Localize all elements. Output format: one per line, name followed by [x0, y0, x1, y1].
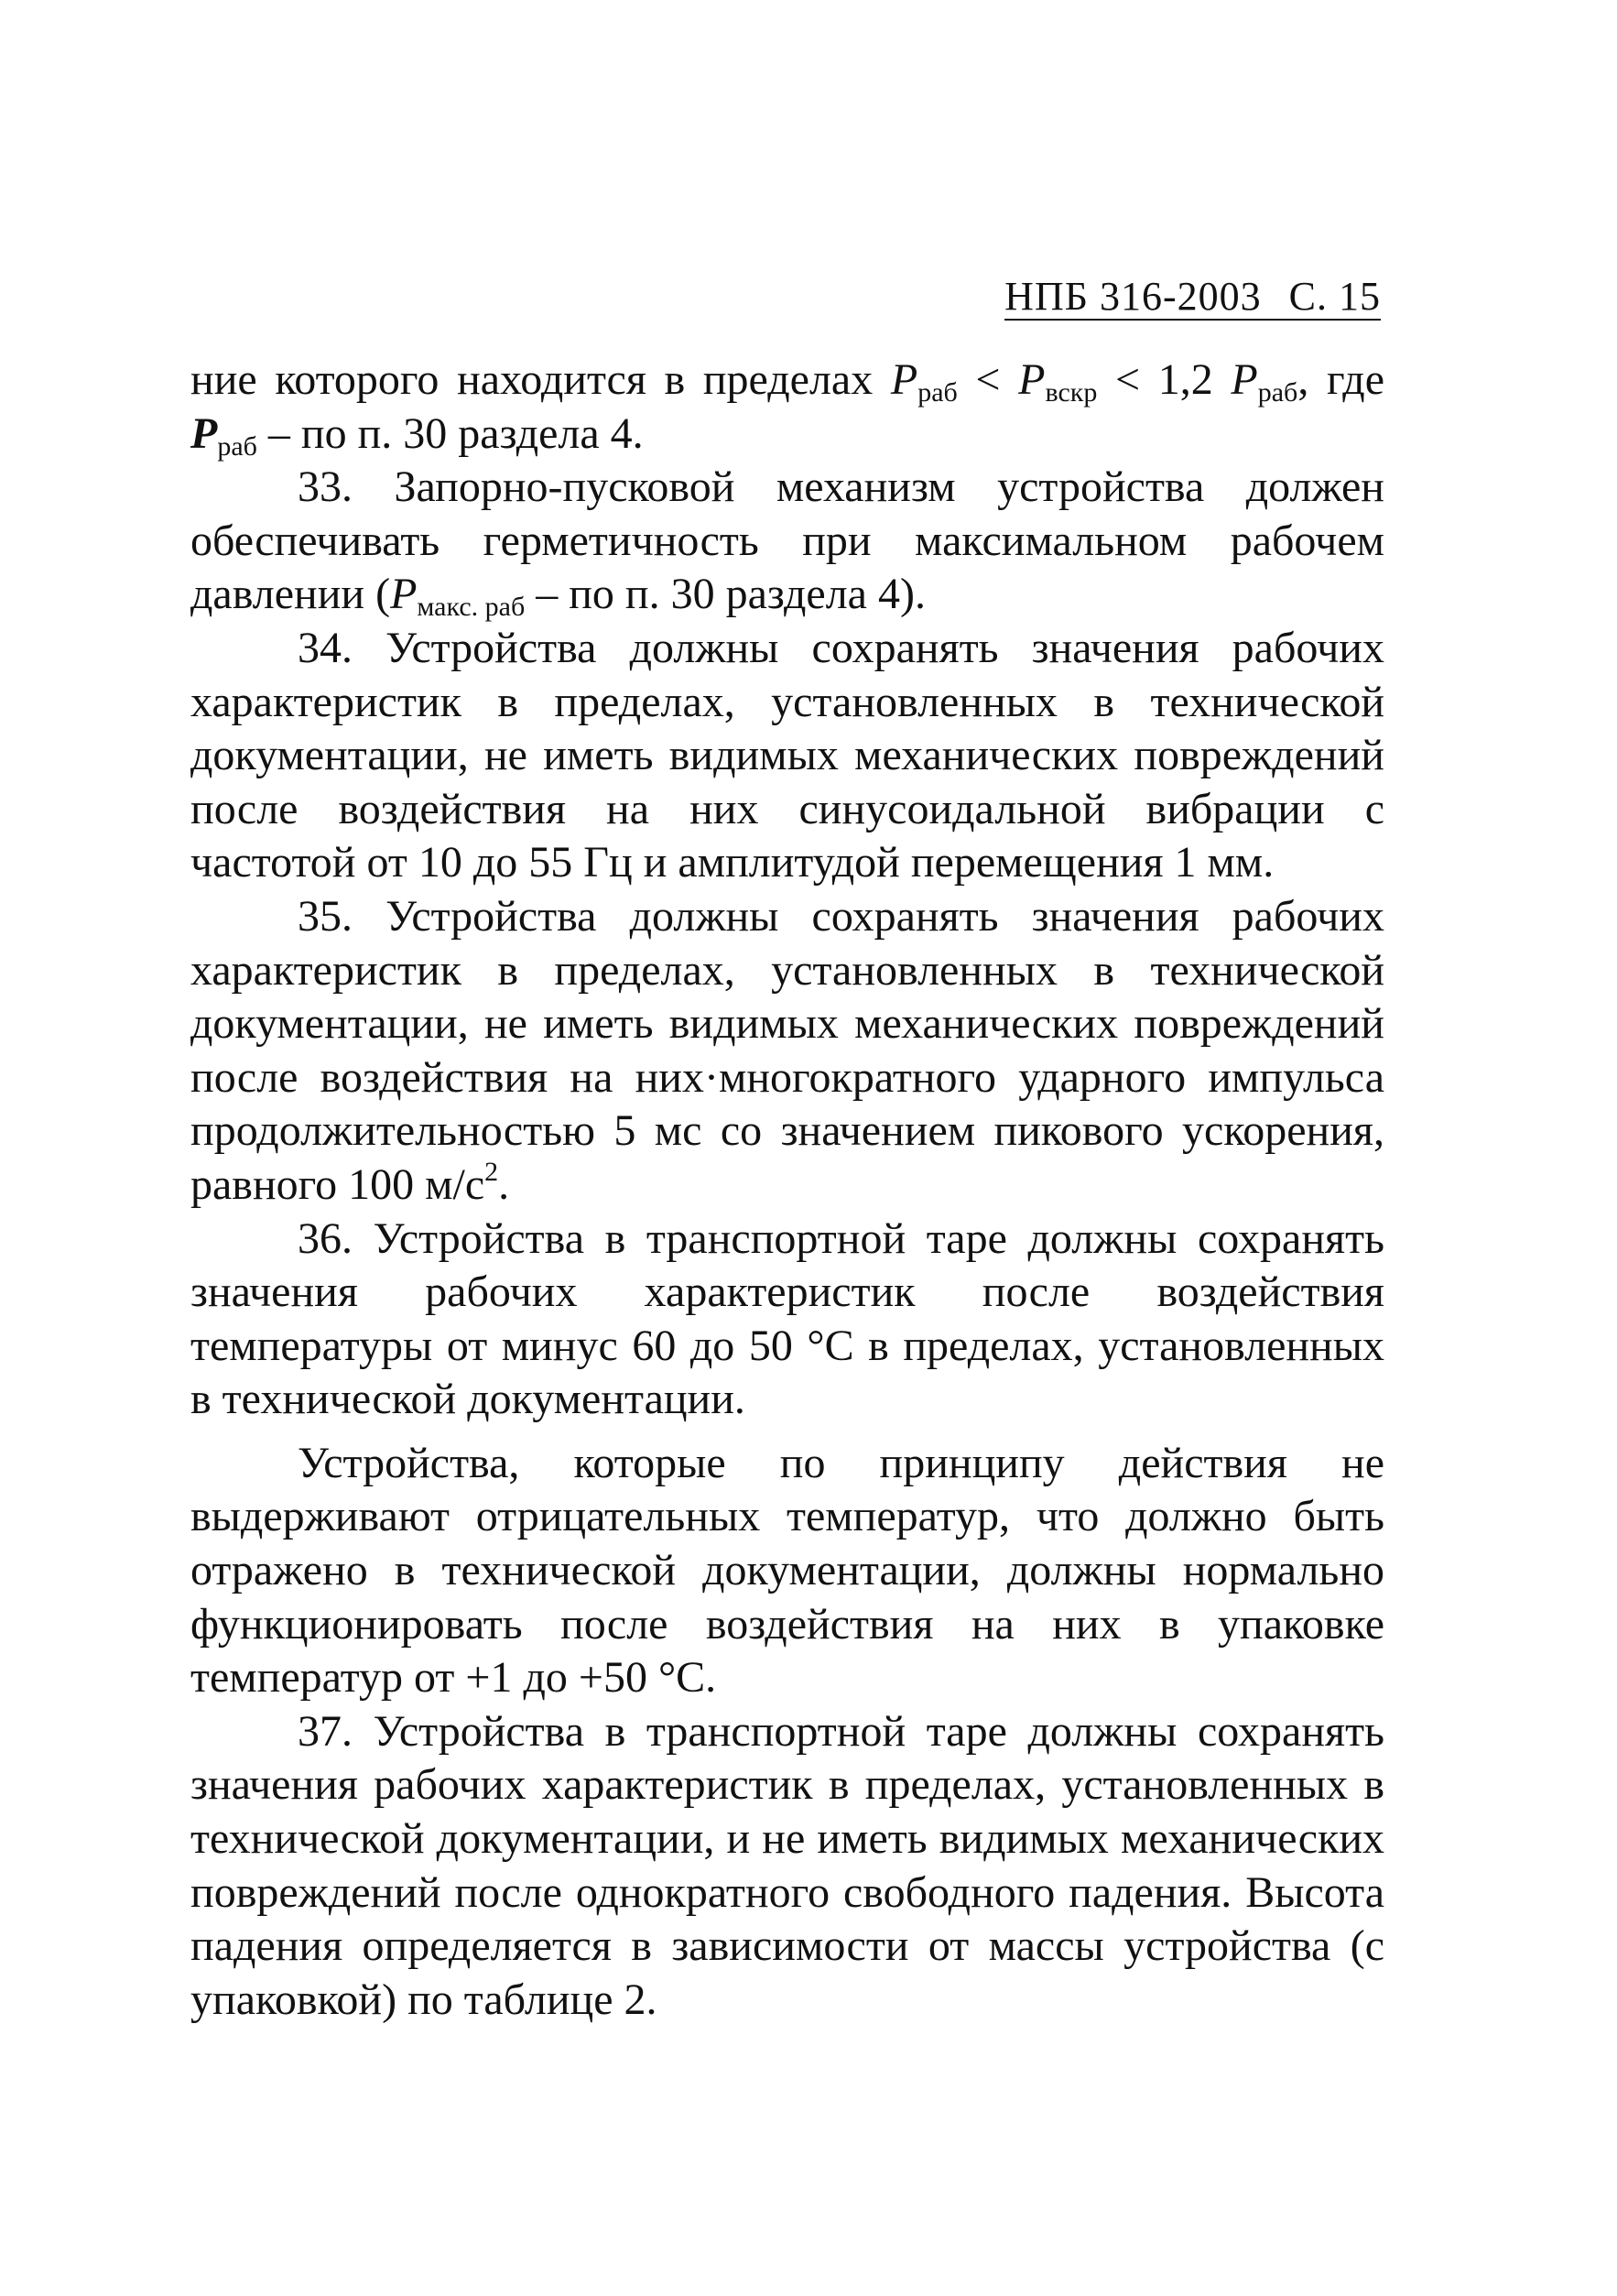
document-number: НПБ 316-2003	[1004, 274, 1262, 319]
paragraph-35: 35. Устройства должны сохранять значения рабочих характеристик в пределах, установленных в технической документации, не иметь видимых механических повреждений после воздействия на них·многократного ударного импульса продолжительностью 5 мс со значением пикового ускорения, равного 100 $м/с^2$.	[190, 891, 1384, 1209]
paragraph-36: 36. Устройства в транспортной таре должны сохранять значения рабочих характеристик после воздействия температуры от минус 60 до 50 °С в пределах, установленных в технической документации.	[190, 1213, 1384, 1424]
paragraph-37: 37. Устройства в транспортной таре должны сохранять значения рабочих характеристик в пределах, установленных в технической документации, и не иметь видимых механических повреждений после однократного свободного падения. Высота падения определяется в зависимости от массы устройства (с упаковкой) по таблице 2.	[190, 1706, 1384, 2024]
paragraph-continuation: ние которого находится в пределах $P_{раб} < P_{вскр} < 1,2$ $P_{раб}$, где $P_{раб}$ – по п. 30 раздела 4.	[190, 355, 1385, 462]
page-number: С. 15	[1288, 274, 1381, 319]
page-header	[1004, 274, 1381, 321]
paragraph-34: 34. Устройства должны сохранять значения рабочих характеристик в пределах, установленных в технической документации, не иметь видимых механических повреждений после воздействия на них синусоидальной вибрации с частотой от 10 до 55 Гц и амплитудой перемещения 1 мм.	[190, 623, 1384, 887]
paragraph-36-continued: Устройства, которые по принципу действия не выдерживают отрицательных температур, что должно быть отражено в технической документации, должны нормально функционировать после воздействия на них в упаковке температур от +1 до +50 °С.	[190, 1438, 1384, 1703]
document-body	[190, 354, 1384, 2027]
paragraph-33: 33. Запорно-пусковой механизм устройства должен обеспечивать герметичность при максимальном рабочем давлении ($P_{макс. раб}$ – по п. 30 раздела 4).	[190, 462, 1384, 623]
